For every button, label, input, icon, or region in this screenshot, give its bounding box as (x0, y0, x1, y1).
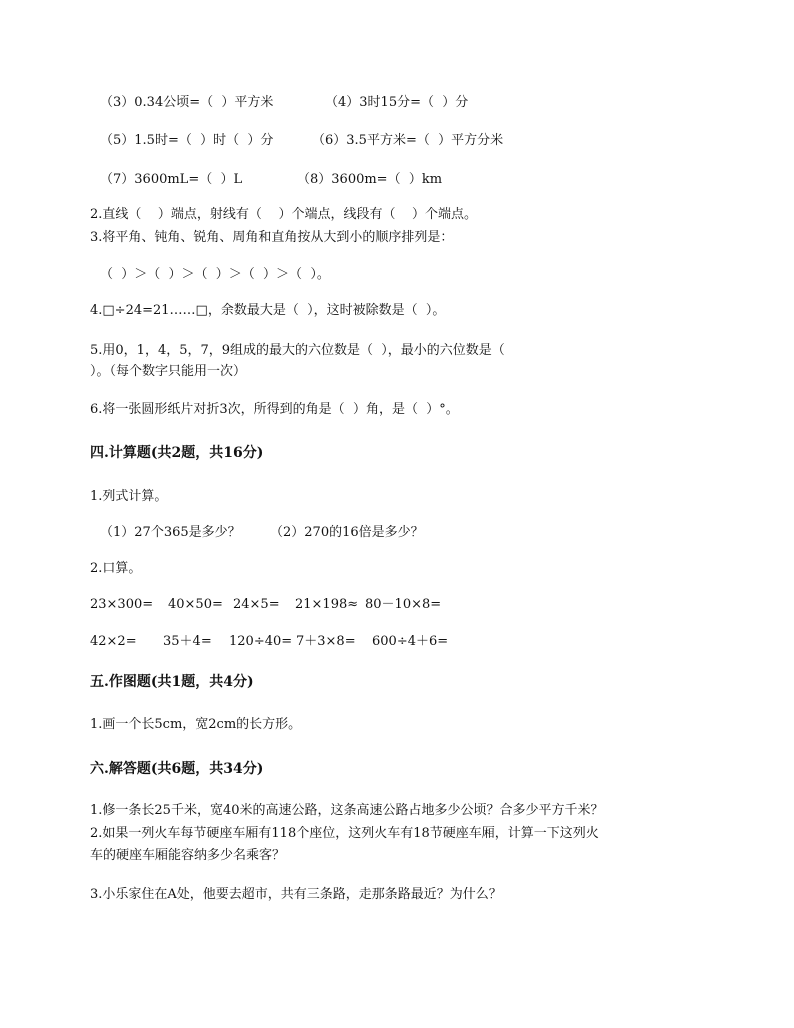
item-7: （7）3600mL=（ ）L (100, 172, 243, 187)
section-6-q1: 1.修一条长25千米，宽40米的高速公路，这条高速公路占地多少公顷？合多少平方千米？ (90, 803, 604, 818)
section-6-title: 六.解答题(共6题，共34分) (90, 761, 264, 777)
mental-calc: 42×2= (90, 634, 137, 649)
section-6-q2-line1: 2.如果一列火车每节硬座车厢有118个座位，这列火车有18节硬座车厢，计算一下这列火 (90, 826, 599, 841)
item-8: （8）3600m=（ ）km (297, 172, 443, 187)
section-4-q1: 1.列式计算。 (90, 489, 168, 504)
mental-calc: 80－10×8= (365, 597, 442, 612)
section-6-q3: 3.小乐家住在A处，他要去超市，共有三条路，走那条路最近？为什么？ (90, 887, 502, 902)
section-4-title: 四.计算题(共2题，共16分) (90, 445, 264, 461)
item-5: （5）1.5时=（ ）时（ ）分 (100, 133, 274, 148)
question-6: 6.将一张圆形纸片对折3次，所得到的角是（ ）角，是（ ）°。 (90, 402, 459, 417)
question-5-line2: ）。（每个数字只能用一次） (90, 364, 247, 379)
item-6: （6）3.5平方米=（ ）平方分米 (312, 133, 504, 148)
mental-calc: 40×50= (168, 597, 223, 612)
section-5-title: 五.作图题(共1题，共4分) (90, 674, 254, 690)
section-4-q1-a: （1）27个365是多少？ (100, 525, 241, 540)
mental-calc: 7＋3×8= (296, 634, 356, 649)
section-4-q1-b: （2）270的16倍是多少？ (270, 525, 424, 540)
mental-calc: 120÷40= (229, 634, 293, 649)
section-4-q2: 2.口算。 (90, 561, 142, 576)
mental-calc: 23×300= (90, 597, 154, 612)
question-3-order: （ ）＞（ ）＞（ ）＞（ ）＞（ ）。 (100, 267, 330, 282)
question-5-line1: 5.用0，1，4，5，7，9组成的最大的六位数是（ ），最小的六位数是（ (90, 343, 505, 358)
question-3: 3.将平角、钝角、锐角、周角和直角按从大到小的顺序排列是： (90, 230, 454, 245)
mental-calc: 35＋4= (163, 634, 212, 649)
section-5-q1: 1.画一个长5cm，宽2cm的长方形。 (90, 717, 302, 732)
section-6-q2-line2: 车的硬座车厢能容纳多少名乘客？ (90, 848, 286, 863)
item-3: （3）0.34公顷=（ ）平方米 (100, 95, 274, 110)
item-4: （4）3时15分=（ ）分 (325, 95, 469, 110)
question-4: 4.□÷24=21……□，余数最大是（ ），这时被除数是（ ）。 (90, 303, 446, 318)
mental-calc: 24×5= (233, 597, 280, 612)
mental-calc: 600÷4＋6= (372, 634, 449, 649)
mental-calc: 21×198≈ (295, 597, 359, 612)
question-2: 2.直线（ ）端点，射线有（ ）个端点，线段有（ ）个端点。 (90, 207, 477, 222)
